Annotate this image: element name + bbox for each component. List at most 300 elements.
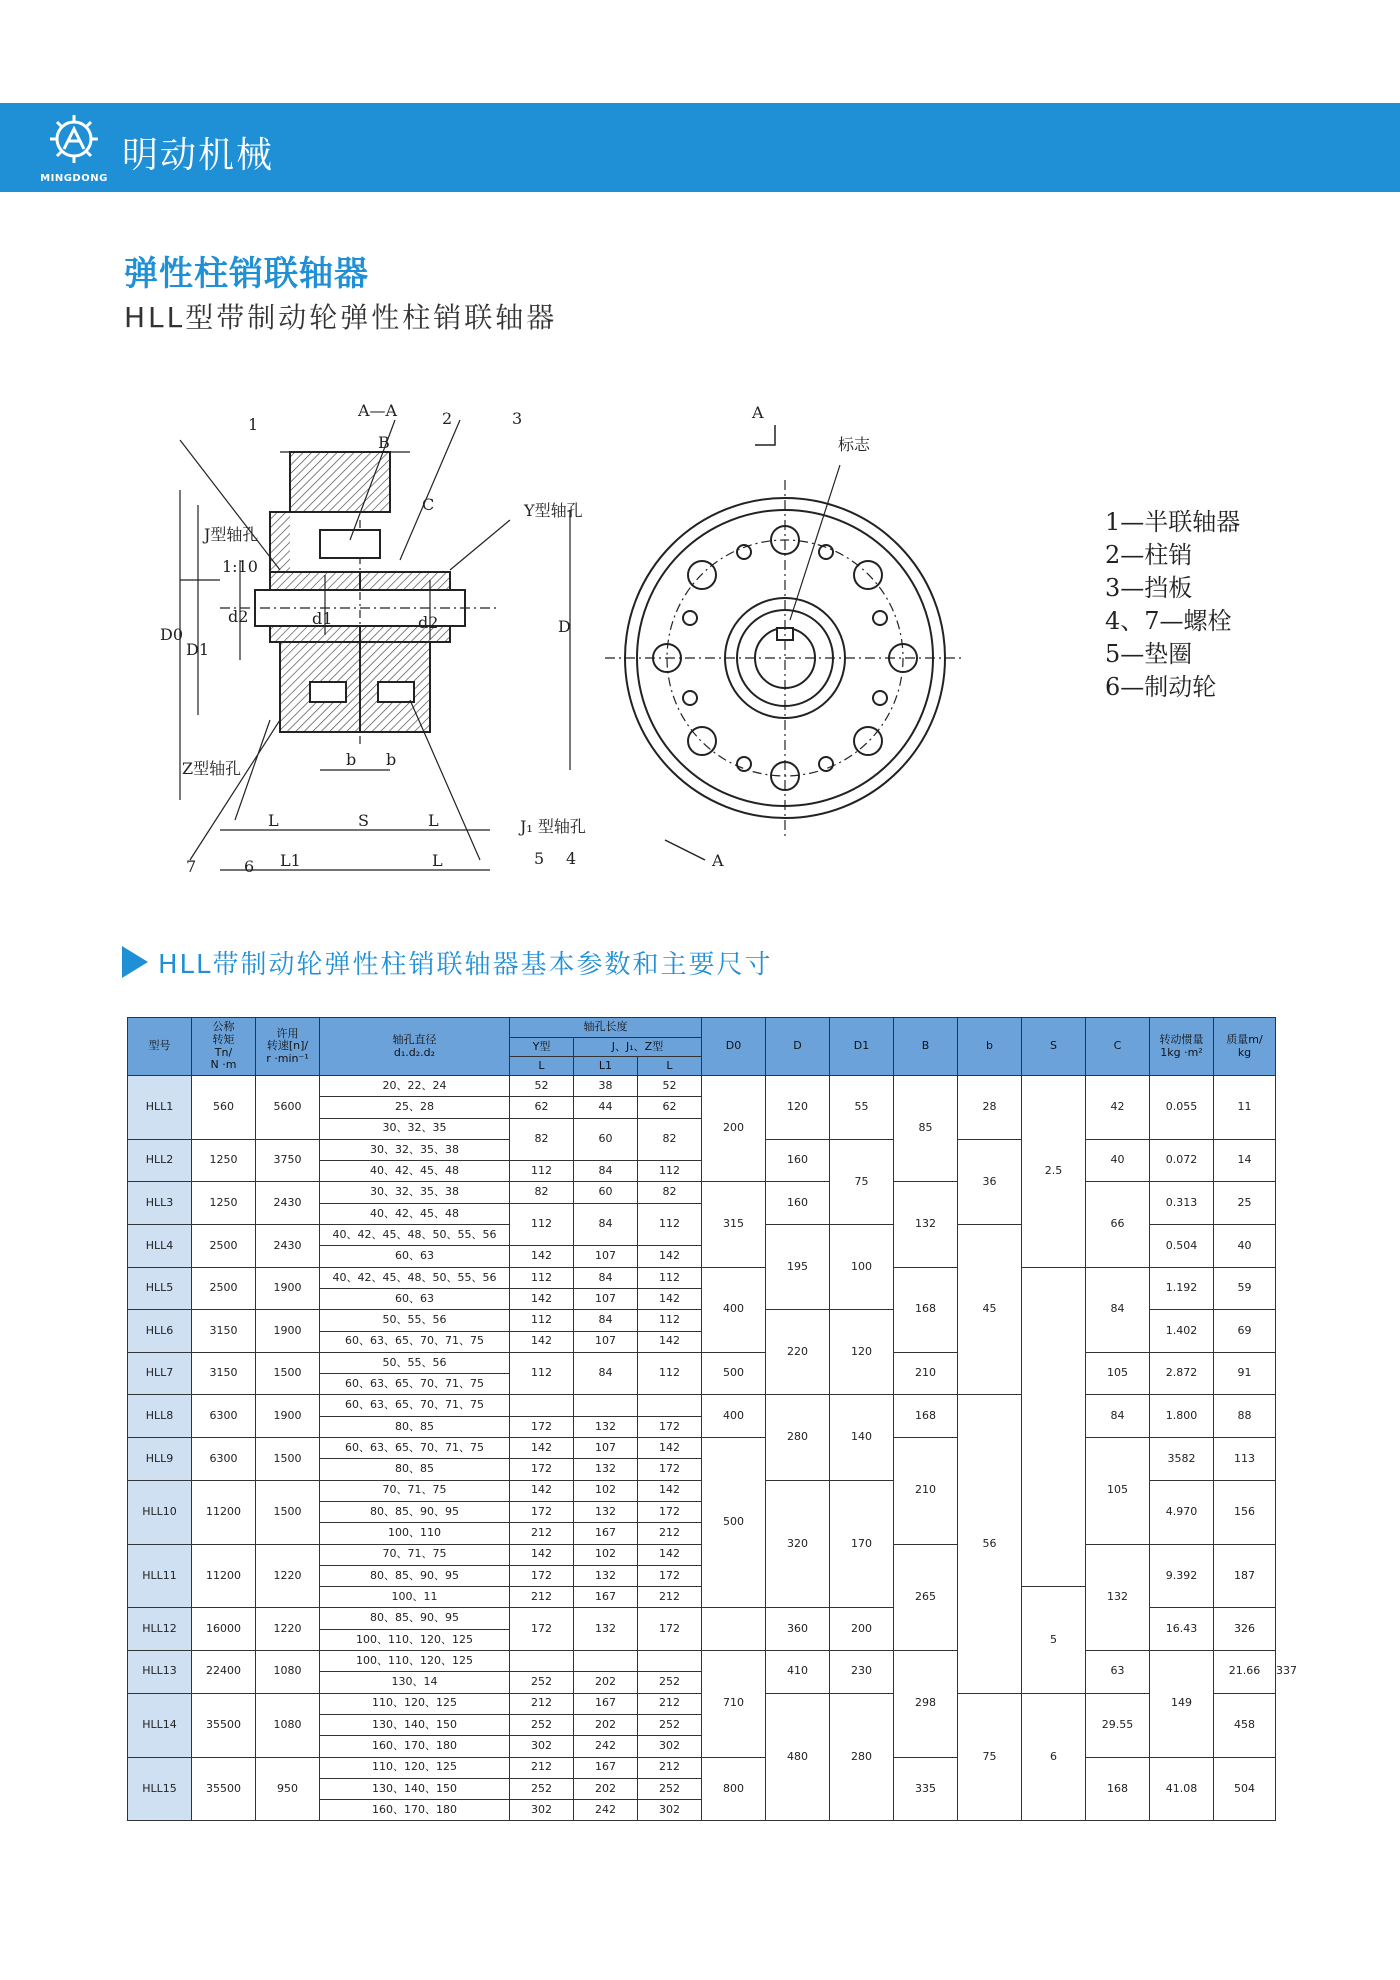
table-cell: 84 xyxy=(574,1161,638,1182)
model-cell: HLL13 xyxy=(128,1651,192,1694)
table-cell xyxy=(1022,1267,1086,1586)
table-cell: 5 xyxy=(1022,1587,1086,1693)
callout-y-hole: Y型轴孔 xyxy=(524,501,583,520)
table-cell: 6 xyxy=(1022,1693,1086,1821)
table-cell xyxy=(702,1608,766,1651)
table-cell: 172 xyxy=(638,1416,702,1437)
table-cell: 212 xyxy=(510,1523,574,1544)
table-cell: 212 xyxy=(638,1757,702,1778)
table-row xyxy=(128,1076,1276,1097)
table-cell: 28 xyxy=(958,1076,1022,1140)
table-cell: 132 xyxy=(574,1565,638,1586)
brand-name: 明动机械 xyxy=(122,135,275,176)
table-cell: 252 xyxy=(638,1714,702,1735)
table-cell: 80、85、90、95 xyxy=(320,1501,510,1522)
table-cell: 172 xyxy=(638,1501,702,1522)
dim-b-right: b xyxy=(386,750,397,769)
table-cell: 252 xyxy=(510,1778,574,1799)
table-cell: 105 xyxy=(1086,1438,1150,1544)
table-cell: 40 xyxy=(1214,1225,1276,1268)
table-cell: 107 xyxy=(574,1331,638,1352)
coupling-drawing xyxy=(160,400,1280,880)
table-row xyxy=(128,1352,1276,1373)
table-cell: 102 xyxy=(574,1480,638,1501)
table-cell: 458 xyxy=(1214,1693,1276,1757)
table-cell: 112 xyxy=(510,1161,574,1182)
model-cell: HLL12 xyxy=(128,1608,192,1651)
table-cell: 172 xyxy=(510,1501,574,1522)
table-cell: 52 xyxy=(510,1076,574,1097)
table-body xyxy=(128,1076,1297,1821)
table-cell: 40、42、45、48、50、55、56 xyxy=(320,1225,510,1246)
table-cell: 82 xyxy=(510,1118,574,1161)
header-bore: 轴孔直径 d₁.d₂.d₂ xyxy=(320,1018,510,1076)
table-cell: 1220 xyxy=(256,1544,320,1608)
table-cell: 84 xyxy=(574,1310,638,1331)
table-cell: 1900 xyxy=(256,1267,320,1310)
parts-legend xyxy=(1105,508,1240,701)
table-cell: 112 xyxy=(638,1203,702,1246)
table-cell: 560 xyxy=(192,1076,256,1140)
table-row xyxy=(128,1267,1276,1288)
table-cell: 210 xyxy=(894,1438,958,1544)
table-row xyxy=(128,1438,1276,1459)
table-cell: 66 xyxy=(1086,1182,1150,1267)
triangle-bullet-icon xyxy=(122,946,148,978)
table-cell: 50、55、56 xyxy=(320,1310,510,1331)
table-cell: 265 xyxy=(894,1544,958,1650)
table-cell: 56 xyxy=(958,1395,1022,1693)
table-cell: 4.970 xyxy=(1150,1480,1214,1544)
table-cell: 5600 xyxy=(256,1076,320,1140)
section-heading-text: HLL带制动轮弹性柱销联轴器基本参数和主要尺寸 xyxy=(158,950,773,980)
table-cell: 168 xyxy=(894,1395,958,1438)
drawing-svg xyxy=(160,400,1280,880)
table-cell: 360 xyxy=(766,1608,830,1651)
table-cell: 2430 xyxy=(256,1225,320,1268)
table-cell: 132 xyxy=(574,1416,638,1437)
table-cell: 102 xyxy=(574,1544,638,1565)
table-cell: 252 xyxy=(510,1672,574,1693)
table-cell: 298 xyxy=(894,1651,958,1757)
table-cell: 500 xyxy=(702,1438,766,1608)
table-cell: 149 xyxy=(1150,1651,1214,1757)
model-cell: HLL5 xyxy=(128,1267,192,1310)
table-cell: 112 xyxy=(510,1267,574,1288)
table-cell: 9.392 xyxy=(1150,1544,1214,1608)
dim-L-left: L xyxy=(268,811,279,830)
header-y-type: Y型 xyxy=(510,1038,574,1057)
table-cell: 0.055 xyxy=(1150,1076,1214,1140)
table-cell: 105 xyxy=(1086,1352,1150,1395)
table-cell: 120 xyxy=(766,1076,830,1140)
table-cell: 3582 xyxy=(1150,1438,1214,1481)
table-cell: 160 xyxy=(766,1182,830,1225)
callout-5: 5 xyxy=(534,849,545,868)
table-cell: 1.192 xyxy=(1150,1267,1214,1310)
table-cell: 710 xyxy=(702,1651,766,1757)
table-cell: 142 xyxy=(510,1438,574,1459)
table-cell: 40、42、45、48、50、55、56 xyxy=(320,1267,510,1288)
table-cell: 112 xyxy=(510,1352,574,1395)
callout-j1-hole: J₁ 型轴孔 xyxy=(520,817,586,836)
table-cell: 326 xyxy=(1214,1608,1276,1651)
table-cell: 335 xyxy=(894,1757,958,1821)
table-cell: 1500 xyxy=(256,1438,320,1481)
table-cell: 202 xyxy=(574,1672,638,1693)
header-mass: 质量m/ kg xyxy=(1214,1018,1276,1076)
table-cell: 52 xyxy=(638,1076,702,1097)
dim-L1: L1 xyxy=(280,851,301,870)
table-cell: 1.402 xyxy=(1150,1310,1214,1353)
model-cell: HLL11 xyxy=(128,1544,192,1608)
table-cell: 320 xyxy=(766,1480,830,1608)
table-cell: 132 xyxy=(574,1501,638,1522)
table-cell: 100、110 xyxy=(320,1523,510,1544)
table-cell: 242 xyxy=(574,1800,638,1821)
table-cell: 2500 xyxy=(192,1267,256,1310)
table-cell: 100 xyxy=(830,1225,894,1310)
table-cell: 3750 xyxy=(256,1139,320,1182)
table-cell: 167 xyxy=(574,1757,638,1778)
table-cell: 142 xyxy=(510,1331,574,1352)
table-cell: 172 xyxy=(510,1565,574,1586)
dim-D0: D0 xyxy=(160,625,184,644)
table-row: HLL13 22400 1080 100、110、120、125 710 410 230 298 63 149 21.66 337 xyxy=(128,1651,1276,1672)
table-cell: 11200 xyxy=(192,1480,256,1544)
model-cell: HLL15 xyxy=(128,1757,192,1821)
table-cell: 1250 xyxy=(192,1182,256,1225)
table-cell: 60、63 xyxy=(320,1288,510,1309)
table-cell: 35500 xyxy=(192,1757,256,1821)
header-D: D xyxy=(766,1018,830,1076)
callout-6: 6 xyxy=(244,857,255,876)
table-cell: 142 xyxy=(510,1544,574,1565)
table-cell: 0.313 xyxy=(1150,1182,1214,1225)
header-S: S xyxy=(1022,1018,1086,1076)
table-cell xyxy=(510,1651,574,1672)
table-cell: 91 xyxy=(1214,1352,1276,1395)
table-cell: 132 xyxy=(574,1459,638,1480)
table-cell: 112 xyxy=(638,1310,702,1331)
table-cell: 212 xyxy=(638,1693,702,1714)
table-cell: 35500 xyxy=(192,1693,256,1757)
table-cell xyxy=(574,1651,638,1672)
table-cell: 132 xyxy=(894,1182,958,1267)
view-arrow-bottom: A xyxy=(712,851,724,870)
logo-text: MINGDONG xyxy=(40,173,108,184)
table-cell: 142 xyxy=(638,1331,702,1352)
view-arrow-top: A xyxy=(752,403,764,422)
table-cell: 1.800 xyxy=(1150,1395,1214,1438)
table-cell: 1900 xyxy=(256,1310,320,1353)
header-torque: 公称 转矩 Tn/ N ·m xyxy=(192,1018,256,1076)
header-length: 轴孔长度 xyxy=(510,1018,702,1038)
table-cell: 6300 xyxy=(192,1395,256,1438)
table-cell: 142 xyxy=(638,1288,702,1309)
table-cell: 315 xyxy=(702,1182,766,1267)
table-cell: 113 xyxy=(1214,1438,1276,1481)
table-cell: 200 xyxy=(830,1608,894,1651)
table-cell: 202 xyxy=(574,1778,638,1799)
callout-j-hole: J型轴孔 xyxy=(204,525,259,544)
table-cell: 504 xyxy=(1214,1757,1276,1821)
callout-4: 4 xyxy=(566,849,577,868)
table-cell: 160 xyxy=(766,1139,830,1182)
table-row xyxy=(128,1757,1276,1778)
table-cell: 212 xyxy=(510,1693,574,1714)
table-cell: 21.66 xyxy=(1214,1651,1276,1694)
legend-item: 4、7—螺栓 xyxy=(1105,607,1232,635)
table-cell: 172 xyxy=(510,1608,574,1651)
callout-mark: 标志 xyxy=(838,435,871,454)
table-cell: 167 xyxy=(574,1693,638,1714)
table-cell: 172 xyxy=(638,1608,702,1651)
table-cell: 3150 xyxy=(192,1352,256,1395)
table-cell: 107 xyxy=(574,1246,638,1267)
table-cell: 107 xyxy=(574,1288,638,1309)
callout-2: 2 xyxy=(442,409,453,428)
table-cell: 112 xyxy=(638,1352,702,1395)
table-cell: 130、140、150 xyxy=(320,1714,510,1735)
table-cell: 200 xyxy=(702,1076,766,1182)
table-cell: 172 xyxy=(510,1416,574,1437)
table-cell: 6300 xyxy=(192,1438,256,1481)
table-cell: 59 xyxy=(1214,1267,1276,1310)
table-cell: 112 xyxy=(510,1310,574,1331)
table-cell: 30、32、35、38 xyxy=(320,1182,510,1203)
table-cell: 142 xyxy=(638,1246,702,1267)
table-cell: 500 xyxy=(702,1352,766,1395)
table-cell: 212 xyxy=(638,1587,702,1608)
table-cell: 3150 xyxy=(192,1310,256,1353)
table-cell: 50、55、56 xyxy=(320,1352,510,1373)
table-cell: 80、85、90、95 xyxy=(320,1565,510,1586)
table-cell: 100、110、120、125 xyxy=(320,1651,510,1672)
table-cell: 14 xyxy=(1214,1139,1276,1182)
table-cell: 400 xyxy=(702,1267,766,1352)
header-B: B xyxy=(894,1018,958,1076)
table-cell: 2.5 xyxy=(1022,1076,1086,1268)
dim-d2-left: d2 xyxy=(228,607,249,626)
table-cell: 60、63、65、70、71、75 xyxy=(320,1395,510,1416)
table-cell: 160、170、180 xyxy=(320,1800,510,1821)
section-view xyxy=(180,420,570,870)
dim-b-left: b xyxy=(346,750,357,769)
table-cell: 41.08 xyxy=(1150,1757,1214,1821)
table-cell: 110、120、125 xyxy=(320,1693,510,1714)
table-cell: 1900 xyxy=(256,1395,320,1438)
table-cell xyxy=(510,1395,574,1416)
table-cell xyxy=(638,1395,702,1416)
table-cell: 84 xyxy=(574,1267,638,1288)
table-cell: 84 xyxy=(574,1352,638,1395)
header-model: 型号 xyxy=(128,1018,192,1076)
header-L: L xyxy=(510,1057,574,1076)
table-cell: 0.072 xyxy=(1150,1139,1214,1182)
table-cell: 156 xyxy=(1214,1480,1276,1544)
model-cell: HLL7 xyxy=(128,1352,192,1395)
table-cell: 84 xyxy=(1086,1267,1150,1352)
table-cell: 75 xyxy=(830,1139,894,1224)
table-cell: 172 xyxy=(638,1459,702,1480)
dim-d2-right: d2 xyxy=(418,613,439,632)
table-cell: 800 xyxy=(702,1757,766,1821)
table-cell: 55 xyxy=(830,1076,894,1140)
gear-logo-icon xyxy=(48,111,100,167)
header-C: C xyxy=(1086,1018,1150,1076)
table-cell: 107 xyxy=(574,1438,638,1459)
table-cell: 82 xyxy=(510,1182,574,1203)
table-cell: 40、42、45、48 xyxy=(320,1161,510,1182)
table-cell: 112 xyxy=(638,1161,702,1182)
table-cell: 230 xyxy=(830,1651,894,1694)
table-cell: 132 xyxy=(1086,1544,1150,1650)
dim-L-bottom: L xyxy=(432,851,443,870)
table-cell: 302 xyxy=(638,1800,702,1821)
table-cell: 202 xyxy=(574,1714,638,1735)
table-cell: 140 xyxy=(830,1395,894,1480)
model-cell: HLL4 xyxy=(128,1225,192,1268)
table-cell: 42 xyxy=(1086,1076,1150,1140)
dim-B: B xyxy=(378,433,390,452)
model-cell: HLL2 xyxy=(128,1139,192,1182)
table-cell: 2500 xyxy=(192,1225,256,1268)
table-cell: 75 xyxy=(958,1693,1022,1821)
header-b: b xyxy=(958,1018,1022,1076)
table-cell: 168 xyxy=(1086,1757,1150,1821)
table-cell: 60、63、65、70、71、75 xyxy=(320,1374,510,1395)
table-cell: 25 xyxy=(1214,1182,1276,1225)
table-cell: 85 xyxy=(894,1076,958,1182)
table-cell: 11 xyxy=(1214,1076,1276,1140)
table-cell: 130、14 xyxy=(320,1672,510,1693)
header-inertia: 转动惯量 1kg ·m² xyxy=(1150,1018,1214,1076)
page-title: 弹性柱销联轴器 xyxy=(124,254,369,294)
table-cell: 212 xyxy=(638,1523,702,1544)
table-cell: 112 xyxy=(638,1267,702,1288)
table-cell: 195 xyxy=(766,1225,830,1310)
table-cell: 60、63、65、70、71、75 xyxy=(320,1331,510,1352)
table-cell: 70、71、75 xyxy=(320,1480,510,1501)
table-cell: 167 xyxy=(574,1587,638,1608)
legend-item: 6—制动轮 xyxy=(1105,673,1217,701)
table-cell: 45 xyxy=(958,1225,1022,1395)
table-cell: 187 xyxy=(1214,1544,1276,1608)
table-cell: 40 xyxy=(1086,1139,1150,1182)
table-cell: 44 xyxy=(574,1097,638,1118)
header-D1: D1 xyxy=(830,1018,894,1076)
table-cell: 410 xyxy=(766,1651,830,1694)
table-cell: 242 xyxy=(574,1736,638,1757)
table-cell: 82 xyxy=(638,1182,702,1203)
table-cell: 252 xyxy=(638,1672,702,1693)
table-cell: 60 xyxy=(574,1118,638,1161)
table-cell: 130、140、150 xyxy=(320,1778,510,1799)
table-row xyxy=(128,1395,1276,1416)
table-cell: 172 xyxy=(510,1459,574,1480)
table-cell: 220 xyxy=(766,1310,830,1395)
parameters-table xyxy=(127,1017,1297,1821)
dim-L-right: L xyxy=(428,811,439,830)
table-cell: 36 xyxy=(958,1139,1022,1224)
dim-taper: 1:10 xyxy=(222,557,258,576)
table-cell: 1080 xyxy=(256,1651,320,1694)
table-cell: 302 xyxy=(510,1800,574,1821)
legend-item: 3—挡板 xyxy=(1105,574,1193,602)
table-cell: 69 xyxy=(1214,1310,1276,1353)
table-cell: 950 xyxy=(256,1757,320,1821)
header-banner xyxy=(0,103,1400,192)
callout-3: 3 xyxy=(512,409,523,428)
dim-D: D xyxy=(558,617,571,636)
table-cell: 25、28 xyxy=(320,1097,510,1118)
table-cell xyxy=(638,1651,702,1672)
table-cell: 70、71、75 xyxy=(320,1544,510,1565)
table-row xyxy=(128,1182,1276,1203)
section-label: A—A xyxy=(358,401,398,420)
table-cell: 100、110、120、125 xyxy=(320,1629,510,1650)
table-cell: 2.872 xyxy=(1150,1352,1214,1395)
table-cell: 142 xyxy=(510,1480,574,1501)
table-cell: 142 xyxy=(638,1438,702,1459)
table-cell: 302 xyxy=(638,1736,702,1757)
table-cell: 168 xyxy=(894,1267,958,1352)
model-cell: HLL14 xyxy=(128,1693,192,1757)
table-cell: 112 xyxy=(510,1203,574,1246)
table-cell: 142 xyxy=(510,1246,574,1267)
table-cell: 212 xyxy=(510,1587,574,1608)
table-cell: 84 xyxy=(1086,1395,1150,1438)
table-cell: 30、32、35、38 xyxy=(320,1139,510,1160)
dim-d1: d1 xyxy=(312,609,333,628)
dim-S: S xyxy=(358,811,369,830)
callout-7: 7 xyxy=(186,857,197,876)
model-cell: HLL9 xyxy=(128,1438,192,1481)
table-cell: 1080 xyxy=(256,1693,320,1757)
table-cell xyxy=(574,1395,638,1416)
table-cell: 62 xyxy=(510,1097,574,1118)
legend-item: 1—半联轴器 xyxy=(1105,508,1241,536)
table-cell: 160、170、180 xyxy=(320,1736,510,1757)
table-cell: 142 xyxy=(638,1544,702,1565)
table-cell: 30、32、35 xyxy=(320,1118,510,1139)
table-cell: 63 xyxy=(1086,1651,1150,1694)
table-cell: 60、63 xyxy=(320,1246,510,1267)
table-cell: 110、120、125 xyxy=(320,1757,510,1778)
table-cell: 1500 xyxy=(256,1480,320,1544)
table-cell: 60 xyxy=(574,1182,638,1203)
table-cell: 132 xyxy=(574,1608,638,1651)
table-cell: 84 xyxy=(574,1203,638,1246)
table-cell: 167 xyxy=(574,1523,638,1544)
table-cell: 142 xyxy=(638,1480,702,1501)
table-cell: 88 xyxy=(1214,1395,1276,1438)
header-L: L xyxy=(638,1057,702,1076)
table-cell: 252 xyxy=(638,1778,702,1799)
table-cell: 80、85 xyxy=(320,1416,510,1437)
model-cell: HLL10 xyxy=(128,1480,192,1544)
table-cell: 302 xyxy=(510,1736,574,1757)
callout-z-hole: Z型轴孔 xyxy=(182,759,242,778)
table-cell: 2430 xyxy=(256,1182,320,1225)
table-cell: 80、85、90、95 xyxy=(320,1608,510,1629)
table-cell: 100、11 xyxy=(320,1587,510,1608)
brand-logo xyxy=(34,111,114,187)
table-cell: 80、85 xyxy=(320,1459,510,1480)
callout-1: 1 xyxy=(248,415,259,434)
table-cell: 60、63、65、70、71、75 xyxy=(320,1438,510,1459)
